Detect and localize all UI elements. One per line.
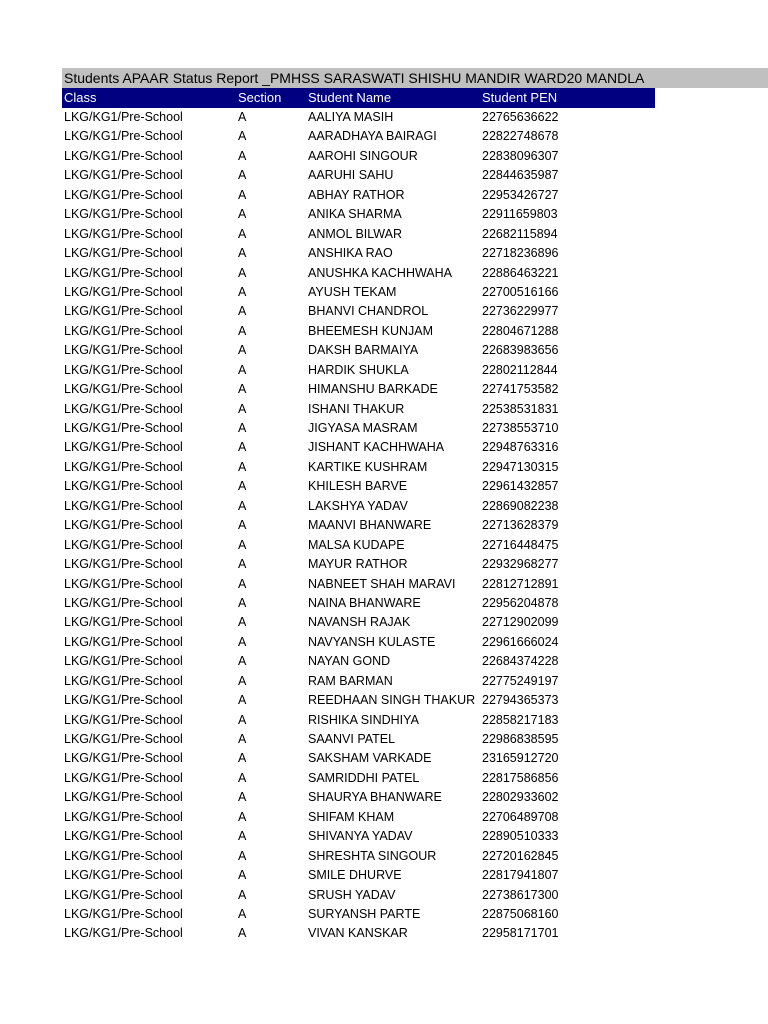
cell-class: LKG/KG1/Pre-School bbox=[64, 498, 183, 513]
cell-class: LKG/KG1/Pre-School bbox=[64, 148, 183, 163]
cell-student-pen: 22817586856 bbox=[482, 770, 559, 785]
cell-student-name: NAVYANSH KULASTE bbox=[308, 634, 436, 649]
cell-section: A bbox=[238, 712, 247, 727]
cell-student-pen: 22956204878 bbox=[482, 595, 559, 610]
cell-section: A bbox=[238, 479, 247, 494]
cell-class: LKG/KG1/Pre-School bbox=[64, 401, 183, 416]
table-row bbox=[62, 711, 768, 730]
cell-class: LKG/KG1/Pre-School bbox=[64, 829, 183, 844]
table-row bbox=[62, 477, 768, 496]
table-row bbox=[62, 438, 768, 457]
cell-student-name: ANSHIKA RAO bbox=[308, 246, 393, 261]
cell-student-name: SMILE DHURVE bbox=[308, 868, 402, 883]
cell-student-pen: 22932968277 bbox=[482, 557, 559, 572]
cell-class: LKG/KG1/Pre-School bbox=[64, 226, 183, 241]
cell-class: LKG/KG1/Pre-School bbox=[64, 848, 183, 863]
table-row bbox=[62, 575, 768, 594]
cell-section: A bbox=[238, 382, 247, 397]
table-row bbox=[62, 108, 768, 127]
cell-section: A bbox=[238, 265, 247, 280]
table-row bbox=[62, 166, 768, 185]
cell-student-pen: 22817941807 bbox=[482, 868, 559, 883]
cell-student-pen: 22802933602 bbox=[482, 790, 559, 805]
cell-class: LKG/KG1/Pre-School bbox=[64, 382, 183, 397]
cell-section: A bbox=[238, 129, 247, 144]
cell-student-pen: 22712902099 bbox=[482, 615, 559, 630]
cell-student-pen: 22720162845 bbox=[482, 848, 559, 863]
cell-class: LKG/KG1/Pre-School bbox=[64, 421, 183, 435]
cell-class: LKG/KG1/Pre-School bbox=[64, 479, 183, 494]
cell-section: A bbox=[238, 148, 247, 163]
cell-student-pen: 22953426727 bbox=[482, 187, 559, 202]
cell-student-pen: 22682115894 bbox=[482, 226, 558, 241]
table-row bbox=[62, 924, 768, 943]
cell-section: A bbox=[238, 693, 247, 708]
cell-student-name: RAM BARMAN bbox=[308, 673, 393, 688]
table-row bbox=[62, 225, 768, 244]
cell-student-name: NAVANSH RAJAK bbox=[308, 615, 411, 630]
cell-student-name: AALIYA MASIH bbox=[308, 110, 394, 124]
cell-class: LKG/KG1/Pre-School bbox=[64, 576, 183, 591]
cell-class: LKG/KG1/Pre-School bbox=[64, 615, 183, 630]
table-row bbox=[62, 458, 768, 477]
cell-student-name: KARTIKE KUSHRAM bbox=[308, 459, 428, 474]
cell-class: LKG/KG1/Pre-School bbox=[64, 751, 183, 766]
cell-student-name: AAROHI SINGOUR bbox=[308, 148, 418, 163]
cell-section: A bbox=[238, 595, 247, 610]
table-row bbox=[62, 400, 768, 419]
cell-section: A bbox=[238, 304, 247, 319]
cell-student-pen: 22718236896 bbox=[482, 246, 559, 261]
cell-student-pen: 22875068160 bbox=[482, 906, 559, 921]
cell-class: LKG/KG1/Pre-School bbox=[64, 440, 183, 455]
cell-section: A bbox=[238, 323, 247, 338]
cell-section: A bbox=[238, 770, 247, 785]
cell-section: A bbox=[238, 343, 247, 358]
cell-class: LKG/KG1/Pre-School bbox=[64, 207, 183, 222]
cell-student-name: SHRESHTA SINGOUR bbox=[308, 848, 437, 863]
cell-student-pen: 22890510333 bbox=[482, 829, 559, 844]
cell-class: LKG/KG1/Pre-School bbox=[64, 906, 183, 921]
cell-student-name: MAANVI BHANWARE bbox=[308, 518, 432, 533]
header-student-name: Student Name bbox=[308, 90, 392, 105]
cell-student-pen: 22804671288 bbox=[482, 323, 559, 338]
cell-student-pen: 22716448475 bbox=[482, 537, 559, 552]
table-row bbox=[62, 380, 768, 399]
table-row bbox=[62, 283, 768, 302]
cell-student-name: SAANVI PATEL bbox=[308, 732, 396, 746]
cell-section: A bbox=[238, 751, 247, 766]
cell-section: A bbox=[238, 829, 247, 844]
cell-class: LKG/KG1/Pre-School bbox=[64, 265, 183, 280]
header-student-pen: Student PEN bbox=[482, 90, 558, 105]
cell-student-name: LAKSHYA YADAV bbox=[308, 498, 408, 513]
cell-section: A bbox=[238, 421, 247, 435]
cell-section: A bbox=[238, 537, 247, 552]
table-body bbox=[62, 108, 768, 944]
cell-student-name: MALSA KUDAPE bbox=[308, 537, 405, 552]
cell-section: A bbox=[238, 790, 247, 805]
table-row bbox=[62, 536, 768, 555]
cell-section: A bbox=[238, 459, 247, 474]
table-row bbox=[62, 652, 768, 671]
table-row bbox=[62, 633, 768, 652]
cell-section: A bbox=[238, 615, 247, 630]
table-row bbox=[62, 205, 768, 224]
cell-student-name: ISHANI THAKUR bbox=[308, 401, 405, 416]
cell-student-pen: 22948763316 bbox=[482, 440, 559, 455]
cell-section: A bbox=[238, 168, 247, 183]
cell-student-pen: 22713628379 bbox=[482, 518, 559, 533]
cell-student-name: VIVAN KANSKAR bbox=[308, 926, 408, 941]
cell-class: LKG/KG1/Pre-School bbox=[64, 732, 183, 746]
cell-student-name: ANIKA SHARMA bbox=[308, 207, 402, 222]
cell-student-name: NABNEET SHAH MARAVI bbox=[308, 576, 456, 591]
cell-section: A bbox=[238, 207, 247, 222]
cell-class: LKG/KG1/Pre-School bbox=[64, 712, 183, 727]
cell-class: LKG/KG1/Pre-School bbox=[64, 790, 183, 805]
report-title: Students APAAR Status Report _PMHSS SARASWATI SHISHU MANDIR WARD20 MANDLA bbox=[64, 70, 645, 86]
cell-student-pen: 22741753582 bbox=[482, 382, 559, 397]
cell-student-pen: 22947130315 bbox=[482, 459, 559, 474]
cell-student-pen: 22986838595 bbox=[482, 732, 559, 746]
cell-student-pen: 22869082238 bbox=[482, 498, 559, 513]
table-row bbox=[62, 127, 768, 146]
table-row bbox=[62, 672, 768, 691]
cell-student-pen: 22802112844 bbox=[482, 362, 558, 377]
cell-student-pen: 22706489708 bbox=[482, 809, 559, 824]
cell-section: A bbox=[238, 848, 247, 863]
cell-class: LKG/KG1/Pre-School bbox=[64, 557, 183, 572]
cell-student-pen: 22765636622 bbox=[482, 110, 559, 124]
cell-student-pen: 22961666024 bbox=[482, 634, 559, 649]
table-header-row bbox=[62, 88, 655, 108]
cell-student-pen: 22858217183 bbox=[482, 712, 559, 727]
cell-class: LKG/KG1/Pre-School bbox=[64, 110, 183, 124]
table-row bbox=[62, 341, 768, 360]
table-row bbox=[62, 516, 768, 535]
cell-student-pen: 22538531831 bbox=[482, 401, 559, 416]
cell-student-pen: 22844635987 bbox=[482, 168, 559, 183]
cell-student-pen: 22961432857 bbox=[482, 479, 559, 494]
cell-class: LKG/KG1/Pre-School bbox=[64, 770, 183, 785]
table-row bbox=[62, 866, 768, 885]
table-row bbox=[62, 419, 768, 438]
cell-student-name: AARADHAYA BAIRAGI bbox=[308, 129, 437, 144]
cell-class: LKG/KG1/Pre-School bbox=[64, 129, 183, 144]
cell-student-name: HIMANSHU BARKADE bbox=[308, 382, 438, 397]
cell-student-name: HARDIK SHUKLA bbox=[308, 362, 409, 377]
cell-section: A bbox=[238, 732, 247, 746]
table-row bbox=[62, 847, 768, 866]
cell-section: A bbox=[238, 518, 247, 533]
cell-student-name: SHIVANYA YADAV bbox=[308, 829, 413, 844]
table-row bbox=[62, 244, 768, 263]
cell-section: A bbox=[238, 557, 247, 572]
cell-class: LKG/KG1/Pre-School bbox=[64, 187, 183, 202]
cell-section: A bbox=[238, 576, 247, 591]
cell-section: A bbox=[238, 110, 247, 124]
cell-student-pen: 22738553710 bbox=[482, 421, 559, 435]
cell-student-pen: 22822748678 bbox=[482, 129, 559, 144]
report-sheet bbox=[62, 68, 768, 944]
cell-student-name: BHEEMESH KUNJAM bbox=[308, 323, 434, 338]
cell-student-name: KHILESH BARVE bbox=[308, 479, 408, 494]
cell-student-name: SHAURYA BHANWARE bbox=[308, 790, 442, 805]
table-row bbox=[62, 361, 768, 380]
table-row bbox=[62, 769, 768, 788]
cell-student-name: JIGYASA MASRAM bbox=[308, 421, 418, 435]
cell-student-pen: 22911659803 bbox=[482, 207, 558, 222]
cell-section: A bbox=[238, 673, 247, 688]
cell-class: LKG/KG1/Pre-School bbox=[64, 809, 183, 824]
table-row bbox=[62, 613, 768, 632]
table-row bbox=[62, 302, 768, 321]
cell-student-pen: 22683983656 bbox=[482, 343, 559, 358]
cell-class: LKG/KG1/Pre-School bbox=[64, 284, 183, 299]
cell-student-name: BHANVI CHANDROL bbox=[308, 304, 429, 319]
cell-student-name: SRUSH YADAV bbox=[308, 887, 396, 902]
cell-class: LKG/KG1/Pre-School bbox=[64, 926, 183, 941]
cell-class: LKG/KG1/Pre-School bbox=[64, 595, 183, 610]
cell-class: LKG/KG1/Pre-School bbox=[64, 673, 183, 688]
cell-section: A bbox=[238, 284, 247, 299]
cell-student-name: NAYAN GOND bbox=[308, 654, 391, 669]
table-row bbox=[62, 555, 768, 574]
table-row bbox=[62, 497, 768, 516]
header-section: Section bbox=[238, 90, 282, 105]
table-row bbox=[62, 808, 768, 827]
cell-section: A bbox=[238, 226, 247, 241]
cell-student-name: AARUHI SAHU bbox=[308, 168, 394, 183]
cell-student-pen: 22736229977 bbox=[482, 304, 559, 319]
cell-student-name: SURYANSH PARTE bbox=[308, 906, 421, 921]
cell-student-pen: 22886463221 bbox=[482, 265, 559, 280]
cell-student-name: DAKSH BARMAIYA bbox=[308, 343, 419, 358]
cell-student-pen: 22775249197 bbox=[482, 673, 559, 688]
cell-class: LKG/KG1/Pre-School bbox=[64, 323, 183, 338]
cell-class: LKG/KG1/Pre-School bbox=[64, 168, 183, 183]
cell-class: LKG/KG1/Pre-School bbox=[64, 246, 183, 261]
cell-section: A bbox=[238, 362, 247, 377]
cell-class: LKG/KG1/Pre-School bbox=[64, 343, 183, 358]
cell-class: LKG/KG1/Pre-School bbox=[64, 693, 183, 708]
cell-student-name: MAYUR RATHOR bbox=[308, 557, 408, 572]
cell-section: A bbox=[238, 809, 247, 824]
table-row bbox=[62, 905, 768, 924]
cell-class: LKG/KG1/Pre-School bbox=[64, 654, 183, 669]
cell-student-name: SHIFAM KHAM bbox=[308, 809, 395, 824]
cell-student-name: JISHANT KACHHWAHA bbox=[308, 440, 445, 455]
cell-section: A bbox=[238, 926, 247, 941]
table-row bbox=[62, 749, 768, 768]
table-row bbox=[62, 886, 768, 905]
table-row bbox=[62, 264, 768, 283]
cell-class: LKG/KG1/Pre-School bbox=[64, 537, 183, 552]
table-row bbox=[62, 691, 768, 710]
cell-section: A bbox=[238, 634, 247, 649]
cell-student-name: SAMRIDDHI PATEL bbox=[308, 770, 420, 785]
table-row bbox=[62, 788, 768, 807]
cell-class: LKG/KG1/Pre-School bbox=[64, 868, 183, 883]
cell-student-pen: 22684374228 bbox=[482, 654, 559, 669]
cell-section: A bbox=[238, 401, 247, 416]
cell-student-name: SAKSHAM VARKADE bbox=[308, 751, 432, 766]
report-title-bar bbox=[62, 68, 768, 88]
cell-section: A bbox=[238, 187, 247, 202]
cell-class: LKG/KG1/Pre-School bbox=[64, 362, 183, 377]
cell-student-name: ANUSHKA KACHHWAHA bbox=[308, 265, 453, 280]
cell-section: A bbox=[238, 246, 247, 261]
cell-student-name: REEDHAAN SINGH THAKUR bbox=[308, 693, 476, 708]
cell-student-pen: 22812712891 bbox=[482, 576, 559, 591]
cell-section: A bbox=[238, 887, 247, 902]
cell-student-pen: 22700516166 bbox=[482, 284, 559, 299]
cell-class: LKG/KG1/Pre-School bbox=[64, 634, 183, 649]
cell-section: A bbox=[238, 654, 247, 669]
cell-class: LKG/KG1/Pre-School bbox=[64, 518, 183, 533]
cell-student-pen: 22838096307 bbox=[482, 148, 559, 163]
cell-section: A bbox=[238, 498, 247, 513]
cell-student-pen: 23165912720 bbox=[482, 751, 559, 766]
table-row bbox=[62, 186, 768, 205]
cell-student-pen: 22738617300 bbox=[482, 887, 559, 902]
table-row bbox=[62, 827, 768, 846]
cell-section: A bbox=[238, 868, 247, 883]
cell-class: LKG/KG1/Pre-School bbox=[64, 459, 183, 474]
table-row bbox=[62, 594, 768, 613]
cell-class: LKG/KG1/Pre-School bbox=[64, 304, 183, 319]
cell-class: LKG/KG1/Pre-School bbox=[64, 887, 183, 902]
cell-student-pen: 22958171701 bbox=[482, 926, 559, 941]
cell-student-name: RISHIKA SINDHIYA bbox=[308, 712, 419, 727]
table-row bbox=[62, 730, 768, 749]
cell-student-name: AYUSH TEKAM bbox=[308, 284, 397, 299]
cell-student-name: NAINA BHANWARE bbox=[308, 595, 421, 610]
table-row bbox=[62, 147, 768, 166]
cell-student-pen: 22794365373 bbox=[482, 693, 559, 708]
table-row bbox=[62, 322, 768, 341]
header-class: Class bbox=[64, 90, 97, 105]
cell-section: A bbox=[238, 440, 247, 455]
cell-section: A bbox=[238, 906, 247, 921]
cell-student-name: ABHAY RATHOR bbox=[308, 187, 405, 202]
cell-student-name: ANMOL BILWAR bbox=[308, 226, 402, 241]
